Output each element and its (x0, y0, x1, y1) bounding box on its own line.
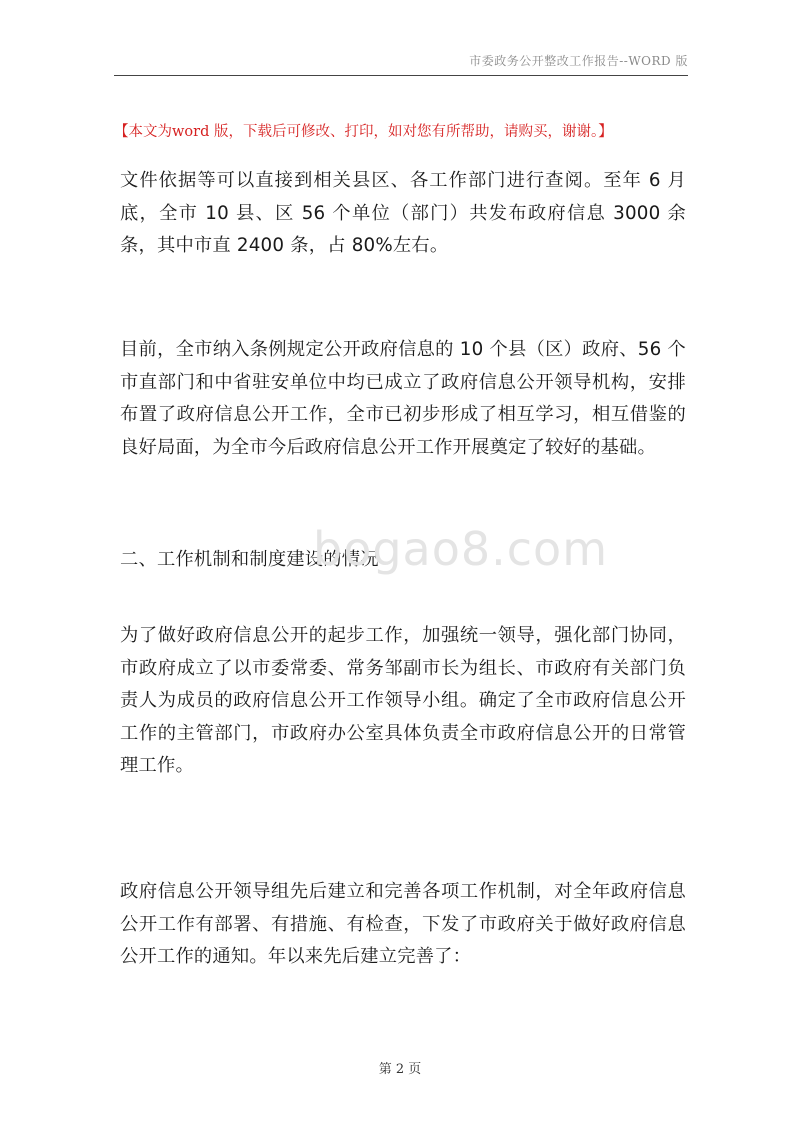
download-notice: 【本文为word 版，下载后可修改、打印，如对您有所帮助，请购买，谢谢。】 (114, 124, 613, 140)
paragraph-2: 目前，全市纳入条例规定公开政府信息的 10 个县（区）政府、56 个市直部门和中省驻安单位中均已成立了政府信息公开领导机构，安排布置了政府信息公开工作，全市已初步形成了相互学习，相互借鉴的良好局面，为全市今后政府信息公开工作开展奠定了较好的基础。 (120, 339, 686, 458)
document-header-title: 市委政务公开整改工作报告--WORD 版 (469, 54, 688, 68)
paragraph-1: 文件依据等可以直接到相关县区、各工作部门进行查阅。至年 6 月底，全市 10 县、区 56 个单位（部门）共发布政府信息 3000 余条，其中市直 2400 条，占 80%左右。 (120, 170, 686, 256)
header-divider (114, 75, 688, 76)
paragraph-4: 政府信息公开领导组先后建立和完善各项工作机制，对全年政府信息公开工作有部署、有措施、有检查，下发了市政府关于做好政府信息公开工作的通知。年以来先后建立完善了： (120, 881, 686, 967)
section-heading: 二、工作机制和制度建设的情况 (120, 549, 379, 570)
paragraph-3: 为了做好政府信息公开的起步工作，加强统一领导，强化部门协同，市政府成立了以市委常委、常务邹副市长为组长、市政府有关部门负责人为成员的政府信息公开工作领导小组。确定了全市政府信息公开工作的主管部门，市政府办公室具体负责全市政府信息公开的日常管理工作。 (120, 625, 686, 776)
page-number: 第 2 页 (378, 1062, 422, 1077)
watermark: bogao8.com (313, 522, 609, 576)
